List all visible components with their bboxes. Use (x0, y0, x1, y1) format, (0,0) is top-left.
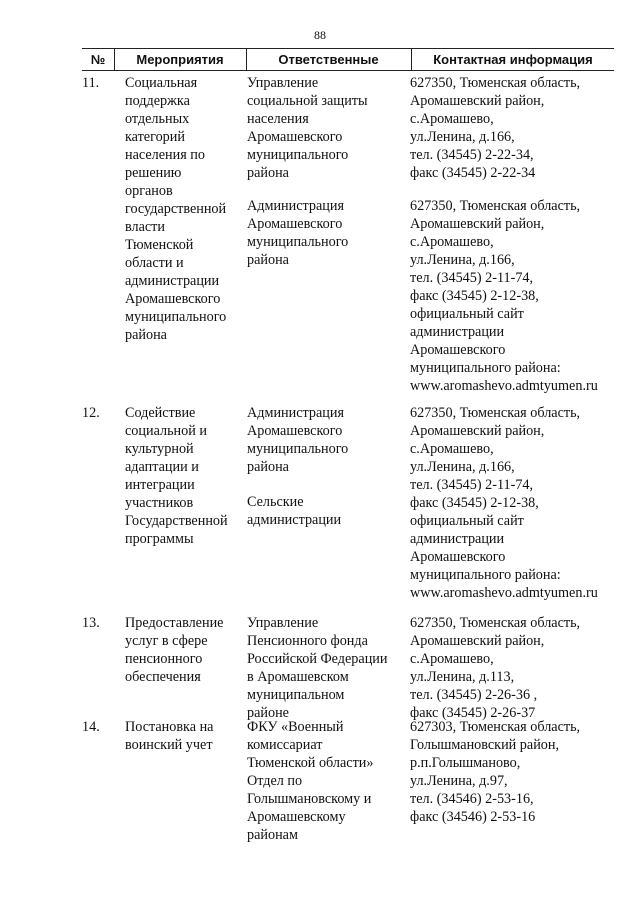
website-link: www.aromashevo.admtyumen.ru (410, 378, 598, 394)
row-number: 11. (82, 75, 100, 91)
responsible-block: Управление социальной защиты населения Аромашевского муниципального района (247, 75, 368, 181)
header-responsible: Ответственные (278, 52, 379, 67)
contact-cell: 627350, Тюменская область, Аромашевский район, с.Аромашево, ул.Ленина, д.166, тел. (34545) 2-11-74, факс (34545) 2-12-38, официальный сайт администрации Аромашевского муниципального района: www.aromashevo.admtyumen.ru (410, 404, 620, 602)
event-cell: Предоставление услуг в сфере пенсионного обеспечения (125, 615, 224, 685)
row-number: 13. (82, 615, 100, 631)
responsible-cell (247, 404, 409, 528)
responsible-cell (247, 74, 409, 268)
event-cell: Постановка на воинский учет (125, 719, 214, 753)
header-contact: Контактная информация (433, 52, 593, 67)
header-number: № (90, 52, 106, 67)
header-event: Мероприятия (136, 52, 224, 67)
responsible-block: Сельские администрации (247, 494, 342, 528)
website-link: www.aromashevo.admtyumen.ru (410, 585, 598, 601)
responsible-block: Администрация Аромашевского муниципального района (247, 405, 349, 475)
page-number: 88 (314, 28, 326, 42)
contact-block: 627350, Тюменская область, Аромашевский район, с.Аромашево, ул.Ленина, д.166, тел. (34545) 2-22-34, факс (34545) 2-22-34 (410, 75, 581, 181)
contact-cell (410, 74, 620, 394)
event-cell: Социальная поддержка отдельных категорий населения по решению органов государственной власти Тюменской области и администрации Аромашевского муниципального района (125, 75, 227, 343)
event-cell: Содействие социальной и культурной адаптации и интеграции участников Государственной программы (125, 405, 228, 547)
responsible-cell: Управление Пенсионного фонда Российской Федерации в Аромашевском муниципальном районе (247, 615, 388, 721)
responsible-cell: ФКУ «Военный комиссариат Тюменской области» Отдел по Голышмановскому и Аромашевскому районам (247, 719, 374, 843)
row-number: 12. (82, 405, 100, 421)
contact-cell: 627303, Тюменская область, Голышмановский район, р.п.Голышманово, ул.Ленина, д.97, тел. (34546) 2-53-16, факс (34546) 2-53-16 (410, 719, 581, 825)
contact-block: 627350, Тюменская область, Аромашевский район, с.Аромашево, ул.Ленина, д.166, тел. (34545) 2-11-74, факс (34545) 2-12-38, официальный сайт администрации Аромашевского муниципального района: www.aromashevo.admtyumen.ru (410, 198, 598, 394)
table-header (82, 48, 614, 71)
responsible-block: Администрация Аромашевского муниципального района (247, 198, 349, 268)
row-number: 14. (82, 719, 100, 735)
contact-cell: 627350, Тюменская область, Аромашевский район, с.Аромашево, ул.Ленина, д.113, тел. (34545) 2-26-36 , факс (34545) 2-26-37 (410, 615, 581, 721)
